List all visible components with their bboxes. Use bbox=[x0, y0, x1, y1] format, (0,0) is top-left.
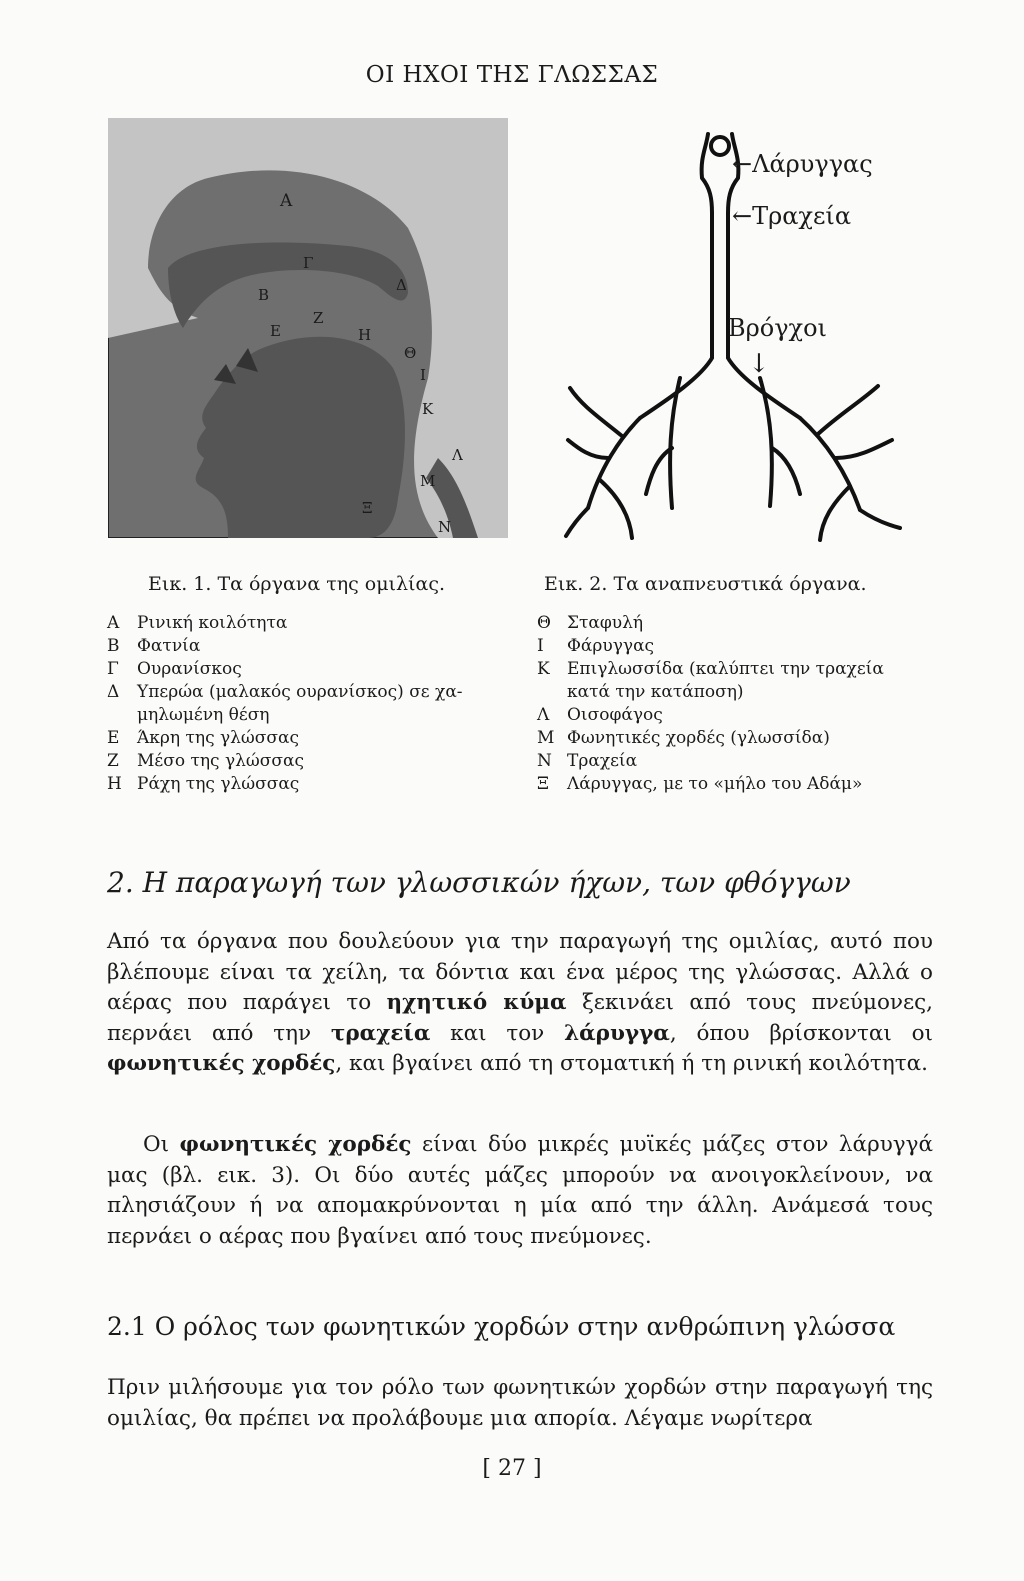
legend-item: μηλωμένη θέση bbox=[137, 705, 270, 725]
bold-term: φωνητικές χορδές bbox=[179, 1132, 412, 1157]
label-trachea: ←Τραχεία bbox=[732, 202, 852, 230]
legend-item: Θ Σταφυλή bbox=[537, 613, 644, 633]
legend-item: Λ Οισοφάγος bbox=[537, 705, 663, 725]
figure-speech-organs bbox=[108, 118, 508, 538]
legend-item: Δ Υπερώα (μαλακός ουρανίσκος) σε χα- bbox=[107, 682, 463, 702]
figure2-legend bbox=[537, 612, 937, 796]
legend-item: Ν Τραχεία bbox=[537, 751, 638, 771]
label-Th: Θ bbox=[404, 344, 417, 362]
label-I: Ι bbox=[420, 366, 426, 384]
label-D: Δ bbox=[396, 276, 407, 294]
page-number: [ 27 ] bbox=[482, 1456, 542, 1481]
figure-respiratory-organs bbox=[560, 118, 920, 548]
paragraph-2: Οι φωνητικές χορδές είναι δύο μικρές μυϊκές μάζες στον λάρυγγά μας (βλ. εικ. 3). Οι δύο αυτές μάζες μπορούν να ανοιγοκλείνουν, να πλησιάζουν ή να απομακρύνονται η μία από την άλλη. Ανάμεσά τους περνάει ο αέρας που βγαίνει από τους πνεύμονες. bbox=[107, 1132, 933, 1249]
label-M: Μ bbox=[420, 472, 436, 490]
label-bronchi: Βρόγχοι bbox=[728, 314, 827, 342]
legend-item: Ι Φάρυγγας bbox=[537, 636, 655, 656]
label-E: Ε bbox=[270, 322, 281, 340]
legend-item: Β Φατνία bbox=[107, 636, 201, 656]
label-L: Λ bbox=[452, 446, 463, 464]
bold-term: φωνητικές χορδές bbox=[107, 1051, 336, 1076]
figure1-caption: Εικ. 1. Τα όργανα της ομιλίας. bbox=[148, 573, 446, 595]
paragraph-3: Πριν μιλήσουμε για τον ρόλο των φωνητικών χορδών στην παραγωγή της ομιλίας, θα πρέπει να προλάβουμε μια απορία. Λέγαμε νωρίτερα bbox=[107, 1375, 933, 1431]
legend-item: Κ Επιγλωσσίδα (καλύπτει την τραχεία bbox=[537, 659, 884, 679]
figure2-caption: Εικ. 2. Τα αναπνευστικά όργανα. bbox=[544, 573, 867, 595]
bold-term: τραχεία bbox=[330, 1020, 431, 1046]
label-Z: Ζ bbox=[313, 309, 324, 327]
label-N: Ν bbox=[438, 518, 452, 536]
label-B: Β bbox=[258, 286, 270, 304]
running-head: ΟΙ ΗΧΟΙ ΤΗΣ ΓΛΩΣΣΑΣ bbox=[365, 62, 659, 88]
label-H: Η bbox=[358, 326, 372, 344]
label-larynx: ←Λάρυγγας bbox=[732, 150, 873, 178]
legend-item: Μ Φωνητικές χορδές (γλωσσίδα) bbox=[537, 728, 830, 748]
bronchi-arrow-icon: ↓ bbox=[748, 349, 770, 379]
legend-item: Ξ Λάρυγγας, με το «μήλο του Αδάμ» bbox=[537, 774, 863, 794]
label-K: Κ bbox=[422, 400, 434, 418]
legend-item: Ζ Μέσο της γλώσσας bbox=[107, 751, 304, 771]
legend-item: κατά την κατάποση) bbox=[567, 682, 744, 702]
label-G: Γ bbox=[303, 254, 314, 272]
legend-item: Η Ράχη της γλώσσας bbox=[107, 774, 300, 794]
legend-item: Γ Ουρανίσκος bbox=[107, 659, 242, 679]
figure1-legend bbox=[107, 612, 527, 796]
legend-item: Ε Άκρη της γλώσσας bbox=[107, 728, 300, 748]
section-heading: 2. Η παραγωγή των γλωσσικών ήχων, των φθόγγων bbox=[107, 866, 851, 899]
bold-term: ηχητικό κύμα bbox=[386, 990, 567, 1015]
legend-item: Α Ρινική κοιλότητα bbox=[107, 613, 288, 633]
paragraph-1: Από τα όργανα που δουλεύουν για την παραγωγή της ομιλίας, αυτό που βλέπουμε είναι τα χείλη, τα δόντια και ένα μέρος της γλώσσας. Αλλά ο αέρας που παράγει το ηχητικό κύμα ξεκινάει από τους πνεύμονες, περνάει από την τραχεία και τον λάρυγγα, όπου βρίσκονται οι φωνητικές χορδές, και βγαίνει από τη στοματική ή τη ρινική κοιλότητα. bbox=[107, 929, 934, 1076]
label-A: Α bbox=[280, 191, 293, 211]
label-X: Ξ bbox=[362, 499, 373, 517]
subsection-heading: 2.1 Ο ρόλος των φωνητικών χορδών στην ανθρώπινη γλώσσα bbox=[107, 1312, 896, 1341]
bold-term: λάρυγγα bbox=[564, 1020, 670, 1046]
